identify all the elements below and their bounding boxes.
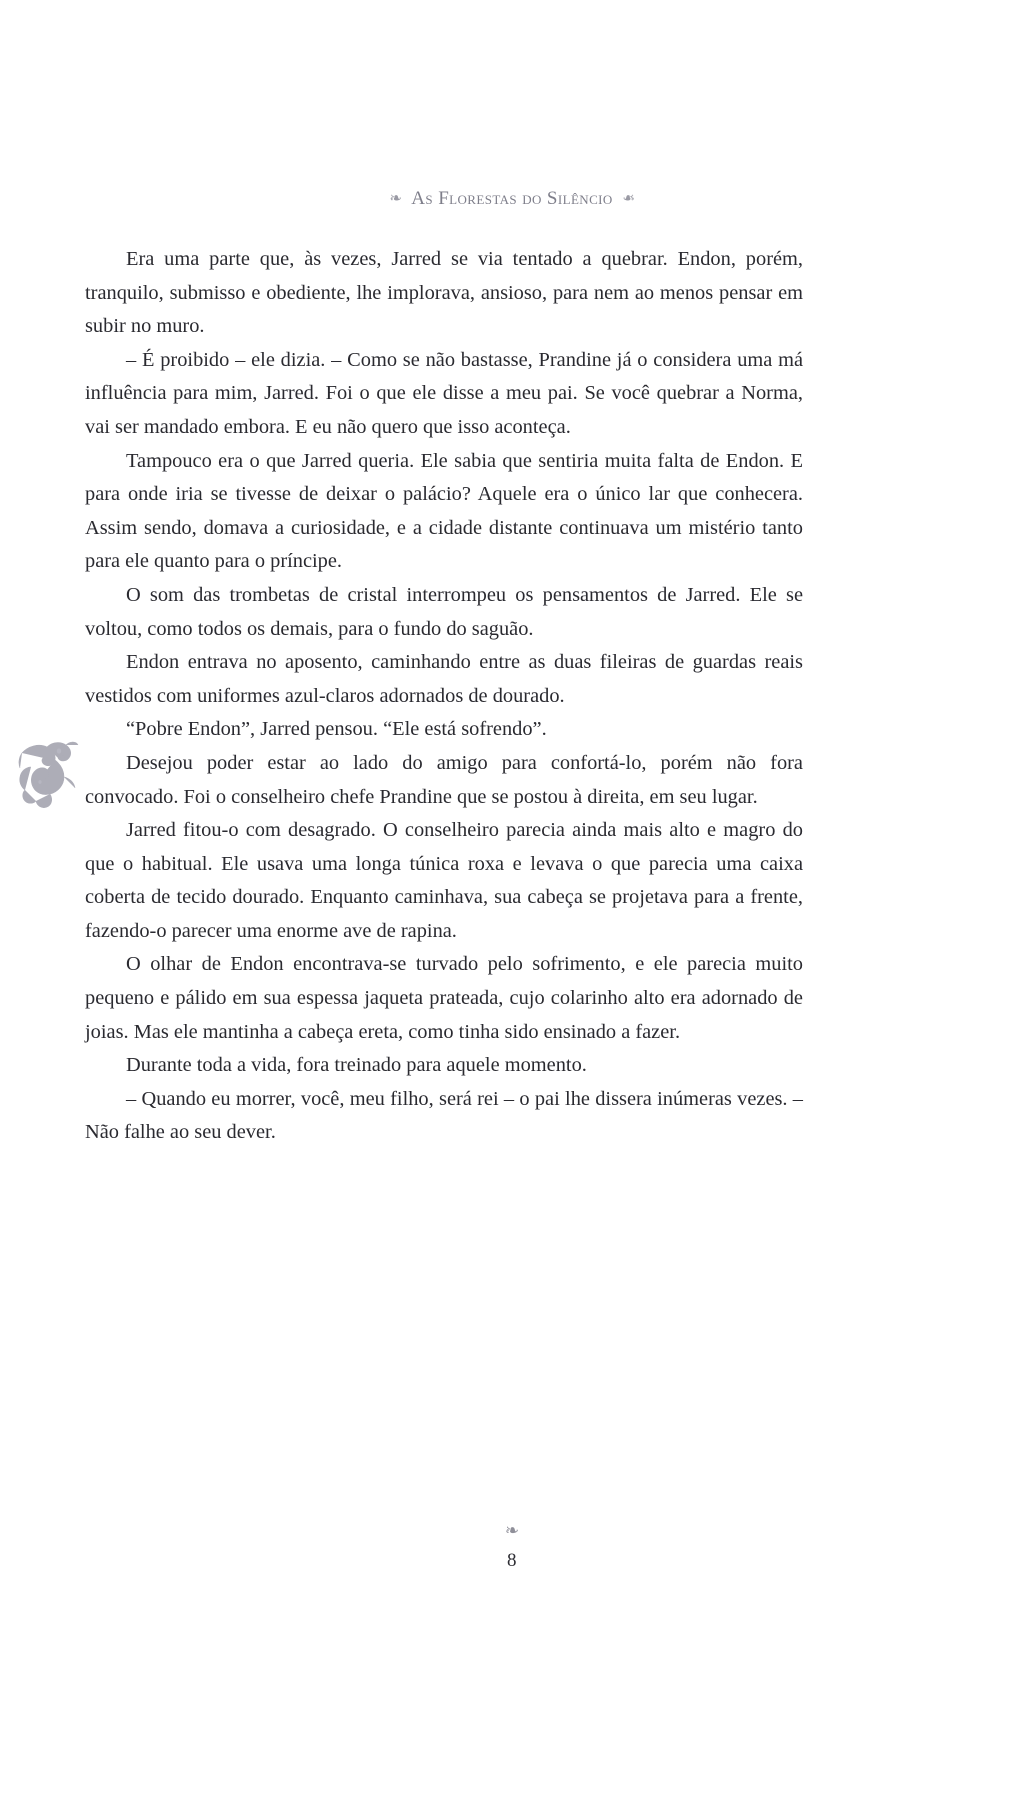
footer-ornament-icon: ❧ [504, 1521, 520, 1540]
running-head-title: As Florestas do Silêncio [411, 188, 613, 209]
paragraph: – Quando eu morrer, você, meu filho, será rei – o pai lhe dissera inúmeras vezes. – Não falhe ao seu dever. [85, 1087, 803, 1144]
paragraph: Endon entrava no aposento, caminhando entre as duas fileiras de guardas reais vestidos com uniformes azul-claros adornados de dourado. [85, 651, 803, 707]
paragraph: O som das trombetas de cristal interrompeu os pensamentos de Jarred. Ele se voltou, como todos os demais, para o fundo do saguão. [85, 583, 803, 640]
running-head-ornament-right-icon: ❧ [621, 191, 635, 207]
paragraph: Tampouco era o que Jarred queria. Ele sabia que sentiria muita falta de Endon. E para onde iria se tivesse de deixar o palácio? Aquele era o único lar que conhecera. Assim sendo, domava a curiosidade, e a cidade distante continuava um mistério tanto para ele quanto para o príncipe. [85, 449, 803, 573]
page-number: 8 [507, 1550, 517, 1571]
paragraph: Jarred fitou-o com desagrado. O conselheiro parecia ainda mais alto e magro do que o habitual. Ele usava uma longa túnica roxa e levava o que parecia uma caixa coberta de tecido dourado. Enquanto caminhava, sua cabeça se projetava para a frente, fazendo-o parecer uma enorme ave de rapina. [85, 819, 803, 942]
paragraph: O olhar de Endon encontrava-se turvado pelo sofrimento, e ele parecia muito pequeno e pálido em sua espessa jaqueta prateada, cujo colarinho alto era adornado de joias. Mas ele mantinha a cabeça ereta, como tinha sido ensinado a fazer. [85, 953, 803, 1043]
paragraph: Era uma parte que, às vezes, Jarred se via tentado a quebrar. Endon, porém, tranquilo, submisso e obediente, lhe implorava, ansioso, para nem ao menos pensar em subir no muro. [85, 248, 803, 338]
paragraph: “Pobre Endon”, Jarred pensou. “Ele está sofrendo”. [126, 718, 547, 741]
running-head [0, 188, 1024, 210]
dragon-ornament-icon [14, 737, 80, 809]
paragraph: – É proibido – ele dizia. – Como se não bastasse, Prandine já o considera uma má influência para mim, Jarred. Foi o que ele disse a meu pai. Se você quebrar a Norma, vai ser mandado embora. E eu não quero que isso aconteça. [85, 348, 803, 438]
paragraph: Desejou poder estar ao lado do amigo para confortá-lo, porém não fora convocado. Foi o conselheiro chefe Prandine que se postou à direita, em seu lugar. [85, 751, 803, 808]
body-text [85, 243, 803, 1150]
paragraph: Durante toda a vida, fora treinado para aquele momento. [126, 1054, 587, 1077]
running-head-ornament-left-icon: ❧ [389, 191, 403, 207]
